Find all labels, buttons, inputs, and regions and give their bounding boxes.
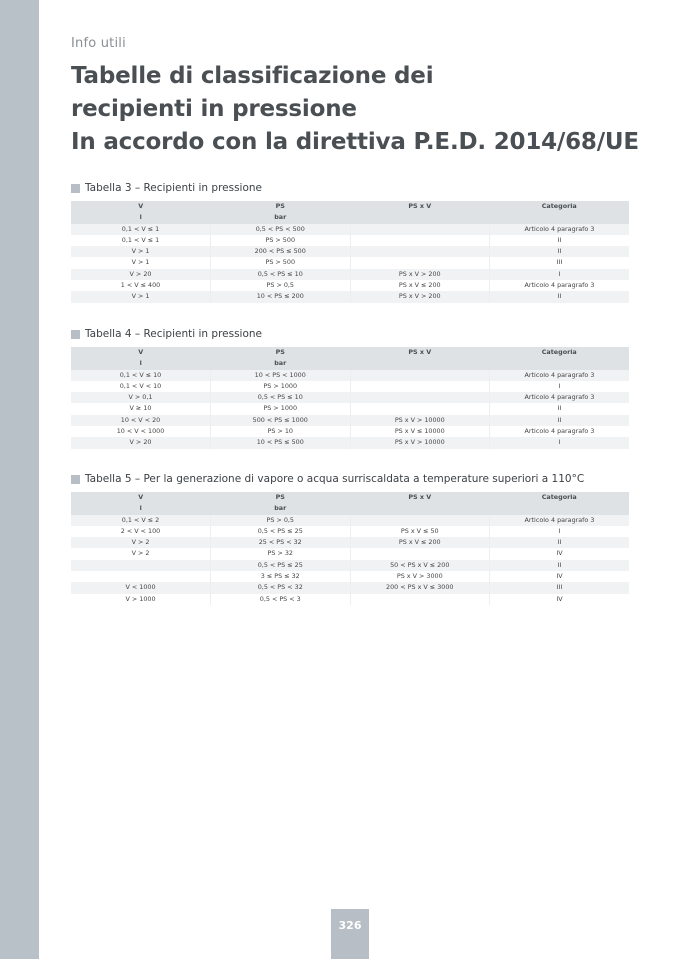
table-cell: V > 20 <box>71 269 211 280</box>
table-cell <box>350 381 490 392</box>
column-header: V <box>71 201 211 212</box>
column-unit: bar <box>211 358 351 369</box>
table-row <box>71 291 629 302</box>
column-header: PS <box>211 347 351 358</box>
column-unit <box>350 503 490 514</box>
table-row <box>71 426 629 437</box>
table-cell: V > 1 <box>71 291 211 302</box>
table-cell: 0,1 < V ≤ 10 <box>71 370 211 381</box>
table-cell: PS > 32 <box>211 548 351 559</box>
column-header: Categoria <box>490 347 630 358</box>
table-cell: I <box>490 526 630 537</box>
table-cell: PS > 1000 <box>211 403 351 414</box>
table-cell: 0,1 < V < 10 <box>71 381 211 392</box>
table-cell: Articolo 4 paragrafo 3 <box>490 280 630 291</box>
page-number: 326 <box>331 909 369 959</box>
column-unit: bar <box>211 503 351 514</box>
caption-square-icon <box>71 184 80 193</box>
table-caption <box>71 182 262 194</box>
title-line: In accordo con la direttiva P.E.D. 2014/68/UE <box>71 129 639 155</box>
table-cell: PS > 10 <box>211 426 351 437</box>
table-cell: IV <box>490 594 630 605</box>
table-row <box>71 594 629 605</box>
column-unit <box>350 358 490 369</box>
table-cell: Articolo 4 paragrafo 3 <box>490 426 630 437</box>
table-cell: II <box>490 560 630 571</box>
table-cell <box>350 392 490 403</box>
table-row <box>71 437 629 448</box>
title-line: recipienti in pressione <box>71 96 357 122</box>
table-row <box>71 269 629 280</box>
table-cell: PS > 0,5 <box>211 280 351 291</box>
table-cell: III <box>490 257 630 268</box>
table-cell: IV <box>490 548 630 559</box>
table-cell: I <box>490 437 630 448</box>
table-cell: V > 1 <box>71 246 211 257</box>
table-cell: 25 < PS < 32 <box>211 537 351 548</box>
table-cell: 0,5 < PS < 32 <box>211 582 351 593</box>
table-cell: 50 < PS x V ≤ 200 <box>350 560 490 571</box>
table-row <box>71 381 629 392</box>
classification-table <box>71 347 629 449</box>
table-cell: 10 < V < 20 <box>71 415 211 426</box>
table-row <box>71 415 629 426</box>
table-cell: III <box>490 582 630 593</box>
table-cell: Articolo 4 paragrafo 3 <box>490 515 630 526</box>
table-cell: V < 1000 <box>71 582 211 593</box>
caption-square-icon <box>71 475 80 484</box>
table-row <box>71 515 629 526</box>
table-row <box>71 403 629 414</box>
table-cell <box>350 548 490 559</box>
table-cell: II <box>490 291 630 302</box>
classification-table <box>71 492 629 605</box>
table-cell <box>350 235 490 246</box>
page-title <box>71 60 651 159</box>
table-cell <box>350 370 490 381</box>
caption-text: Tabella 4 – Recipienti in pressione <box>85 328 263 340</box>
column-header: PS x V <box>350 201 490 212</box>
table-cell: 3 ≤ PS ≤ 32 <box>211 571 351 582</box>
table-cell: II <box>490 235 630 246</box>
header-row <box>71 492 629 503</box>
column-unit <box>490 358 630 369</box>
table-cell <box>350 224 490 235</box>
column-header: PS x V <box>350 347 490 358</box>
table-cell: II <box>490 403 630 414</box>
left-sidebar-band <box>0 0 39 959</box>
column-unit: l <box>71 503 211 514</box>
table-cell <box>71 560 211 571</box>
table-cell: V ≥ 10 <box>71 403 211 414</box>
table-cell: 2 < V < 100 <box>71 526 211 537</box>
table-row <box>71 235 629 246</box>
table-row <box>71 526 629 537</box>
column-header: Categoria <box>490 201 630 212</box>
table-cell: PS > 1000 <box>211 381 351 392</box>
table-cell: IV <box>490 571 630 582</box>
table-cell: Articolo 4 paragrafo 3 <box>490 224 630 235</box>
column-header: PS <box>211 492 351 503</box>
title-line: Tabelle di classificazione dei <box>71 63 434 89</box>
table-cell <box>350 594 490 605</box>
table-row <box>71 246 629 257</box>
table-row <box>71 257 629 268</box>
column-unit <box>490 212 630 223</box>
table-cell: II <box>490 246 630 257</box>
table-cell: PS x V ≤ 50 <box>350 526 490 537</box>
table-cell: Articolo 4 paragrafo 3 <box>490 370 630 381</box>
column-header: PS x V <box>350 492 490 503</box>
table-caption <box>71 473 584 485</box>
column-header: V <box>71 492 211 503</box>
table-cell <box>350 246 490 257</box>
table-cell: PS > 0,5 <box>211 515 351 526</box>
table-cell: 200 < PS ≤ 500 <box>211 246 351 257</box>
table-cell: 0,5 < PS ≤ 10 <box>211 269 351 280</box>
column-header: V <box>71 347 211 358</box>
unit-row <box>71 358 629 369</box>
table-cell: 0,5 < PS ≤ 25 <box>211 526 351 537</box>
table-row <box>71 548 629 559</box>
table-cell: 0,5 < PS ≤ 25 <box>211 560 351 571</box>
table-cell <box>350 515 490 526</box>
table-cell: 200 < PS x V ≤ 3000 <box>350 582 490 593</box>
table-cell: PS x V > 10000 <box>350 415 490 426</box>
table-cell <box>350 257 490 268</box>
table-row <box>71 224 629 235</box>
table-row <box>71 280 629 291</box>
table-cell: II <box>490 537 630 548</box>
table-cell: PS x V > 10000 <box>350 437 490 448</box>
section-label: Info utili <box>71 36 126 51</box>
table-cell: PS x V ≤ 200 <box>350 537 490 548</box>
table-row <box>71 537 629 548</box>
table-cell: I <box>490 381 630 392</box>
table-cell: PS > 500 <box>211 257 351 268</box>
table-row <box>71 560 629 571</box>
column-unit: bar <box>211 212 351 223</box>
column-unit: l <box>71 358 211 369</box>
column-header: PS <box>211 201 351 212</box>
table-cell: PS x V ≤ 10000 <box>350 426 490 437</box>
caption-text: Tabella 3 – Recipienti in pressione <box>85 182 263 194</box>
table-cell: I <box>490 269 630 280</box>
unit-row <box>71 212 629 223</box>
column-unit <box>350 212 490 223</box>
table-cell: 0,5 < PS < 500 <box>211 224 351 235</box>
table-cell: V > 1000 <box>71 594 211 605</box>
header-row <box>71 347 629 358</box>
table-row <box>71 582 629 593</box>
table-cell: 0,5 < PS < 3 <box>211 594 351 605</box>
table-cell: 0,5 < PS ≤ 10 <box>211 392 351 403</box>
table-cell: PS x V > 200 <box>350 269 490 280</box>
table-cell: 0,1 < V ≤ 2 <box>71 515 211 526</box>
table-cell: 1 < V ≤ 400 <box>71 280 211 291</box>
table-cell: 0,1 < V ≤ 1 <box>71 235 211 246</box>
table-cell: 10 < V < 1000 <box>71 426 211 437</box>
table-cell: V > 1 <box>71 257 211 268</box>
header-row <box>71 201 629 212</box>
table-cell: Articolo 4 paragrafo 3 <box>490 392 630 403</box>
unit-row <box>71 503 629 514</box>
table-cell: II <box>490 415 630 426</box>
table-cell: 0,1 < V ≤ 1 <box>71 224 211 235</box>
caption-text: Tabella 5 – Per la generazione di vapore o acqua surriscaldata a temperature superiori a 110°C <box>85 473 585 485</box>
table-row <box>71 370 629 381</box>
table-cell: 10 < PS ≤ 500 <box>211 437 351 448</box>
table-cell: V > 20 <box>71 437 211 448</box>
classification-table <box>71 201 629 303</box>
table-cell: PS x V > 200 <box>350 291 490 302</box>
table-row <box>71 392 629 403</box>
table-cell: 10 < PS < 1000 <box>211 370 351 381</box>
column-header: Categoria <box>490 492 630 503</box>
column-unit <box>490 503 630 514</box>
table-cell: V > 2 <box>71 537 211 548</box>
table-cell <box>71 571 211 582</box>
table-cell: 500 < PS ≤ 1000 <box>211 415 351 426</box>
table-caption <box>71 328 262 340</box>
column-unit: l <box>71 212 211 223</box>
table-cell: PS x V ≤ 200 <box>350 280 490 291</box>
table-cell: PS x V > 3000 <box>350 571 490 582</box>
table-cell: PS > 500 <box>211 235 351 246</box>
caption-square-icon <box>71 330 80 339</box>
table-cell: V > 0,1 <box>71 392 211 403</box>
table-cell: 10 < PS ≤ 200 <box>211 291 351 302</box>
table-cell: V > 2 <box>71 548 211 559</box>
table-row <box>71 571 629 582</box>
table-cell <box>350 403 490 414</box>
